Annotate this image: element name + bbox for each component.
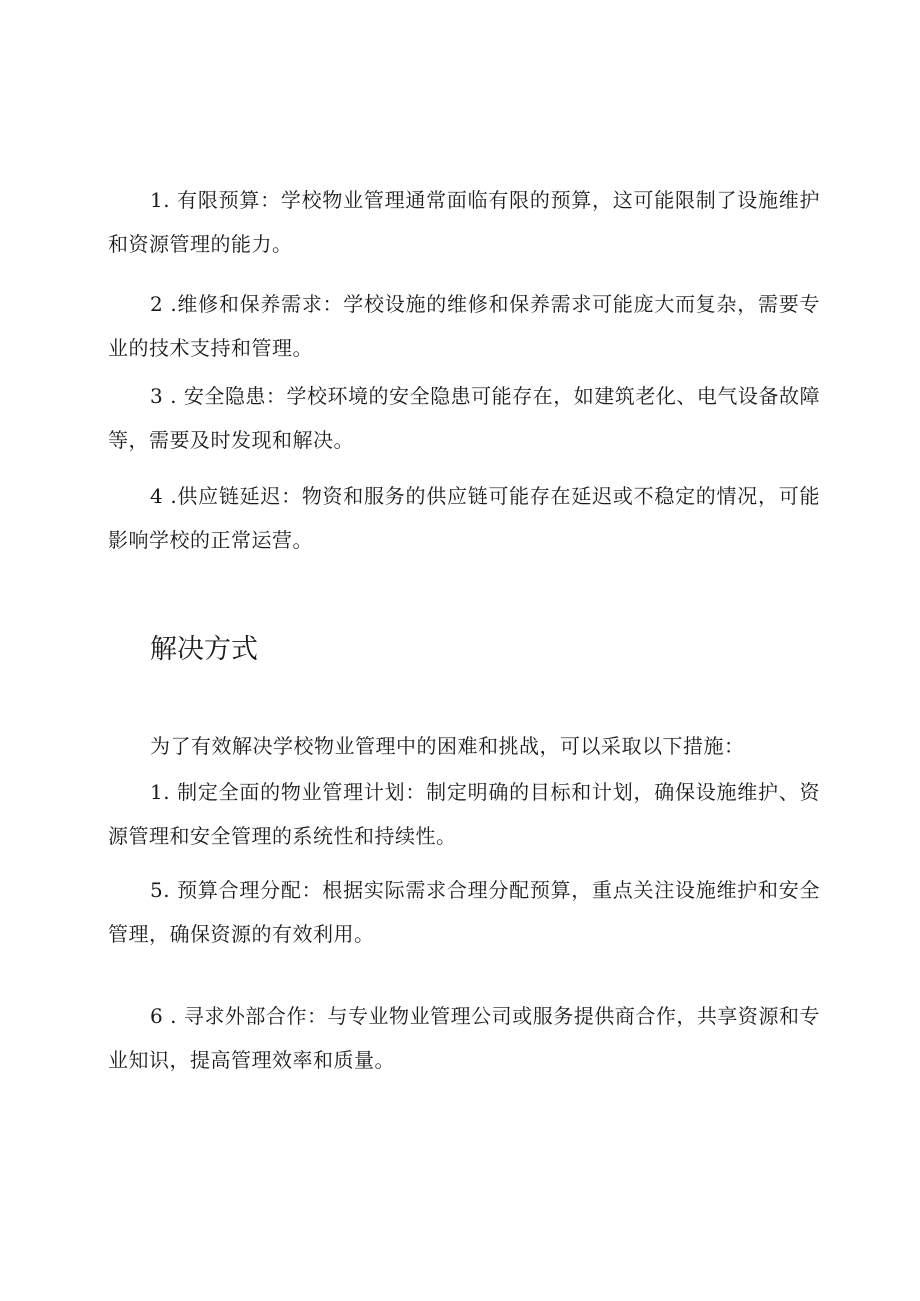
problem-item-3: 3 . 安全隐患：学校环境的安全隐患可能存在，如建筑老化、电气设备故障等，需要及时发现和解决。: [108, 384, 820, 452]
solutions-intro: 为了有效解决学校物业管理中的困难和挑战，可以采取以下措施：: [150, 734, 745, 758]
solution-item-2: 5. 预算合理分配：根据实际需求合理分配预算，重点关注设施维护和安全管理，确保资源的有效利用。: [108, 878, 820, 946]
solution-item-3: 6 . 寻求外部合作：与专业物业管理公司或服务提供商合作，共享资源和专业知识，提高管理效率和质量。: [108, 1004, 820, 1072]
section-heading: 解决方式: [150, 634, 258, 665]
problem-item-1: 1. 有限预算：学校物业管理通常面临有限的预算，这可能限制了设施维护和资源管理的能力。: [108, 188, 820, 256]
problem-item-2: 2 .维修和保养需求：学校设施的维修和保养需求可能庞大而复杂，需要专业的技术支持和管理。: [108, 292, 820, 360]
solution-item-1: 1. 制定全面的物业管理计划：制定明确的目标和计划，确保设施维护、资源管理和安全管理的系统性和持续性。: [108, 780, 820, 848]
problem-item-4: 4 .供应链延迟：物资和服务的供应链可能存在延迟或不稳定的情况，可能影响学校的正常运营。: [108, 484, 820, 552]
